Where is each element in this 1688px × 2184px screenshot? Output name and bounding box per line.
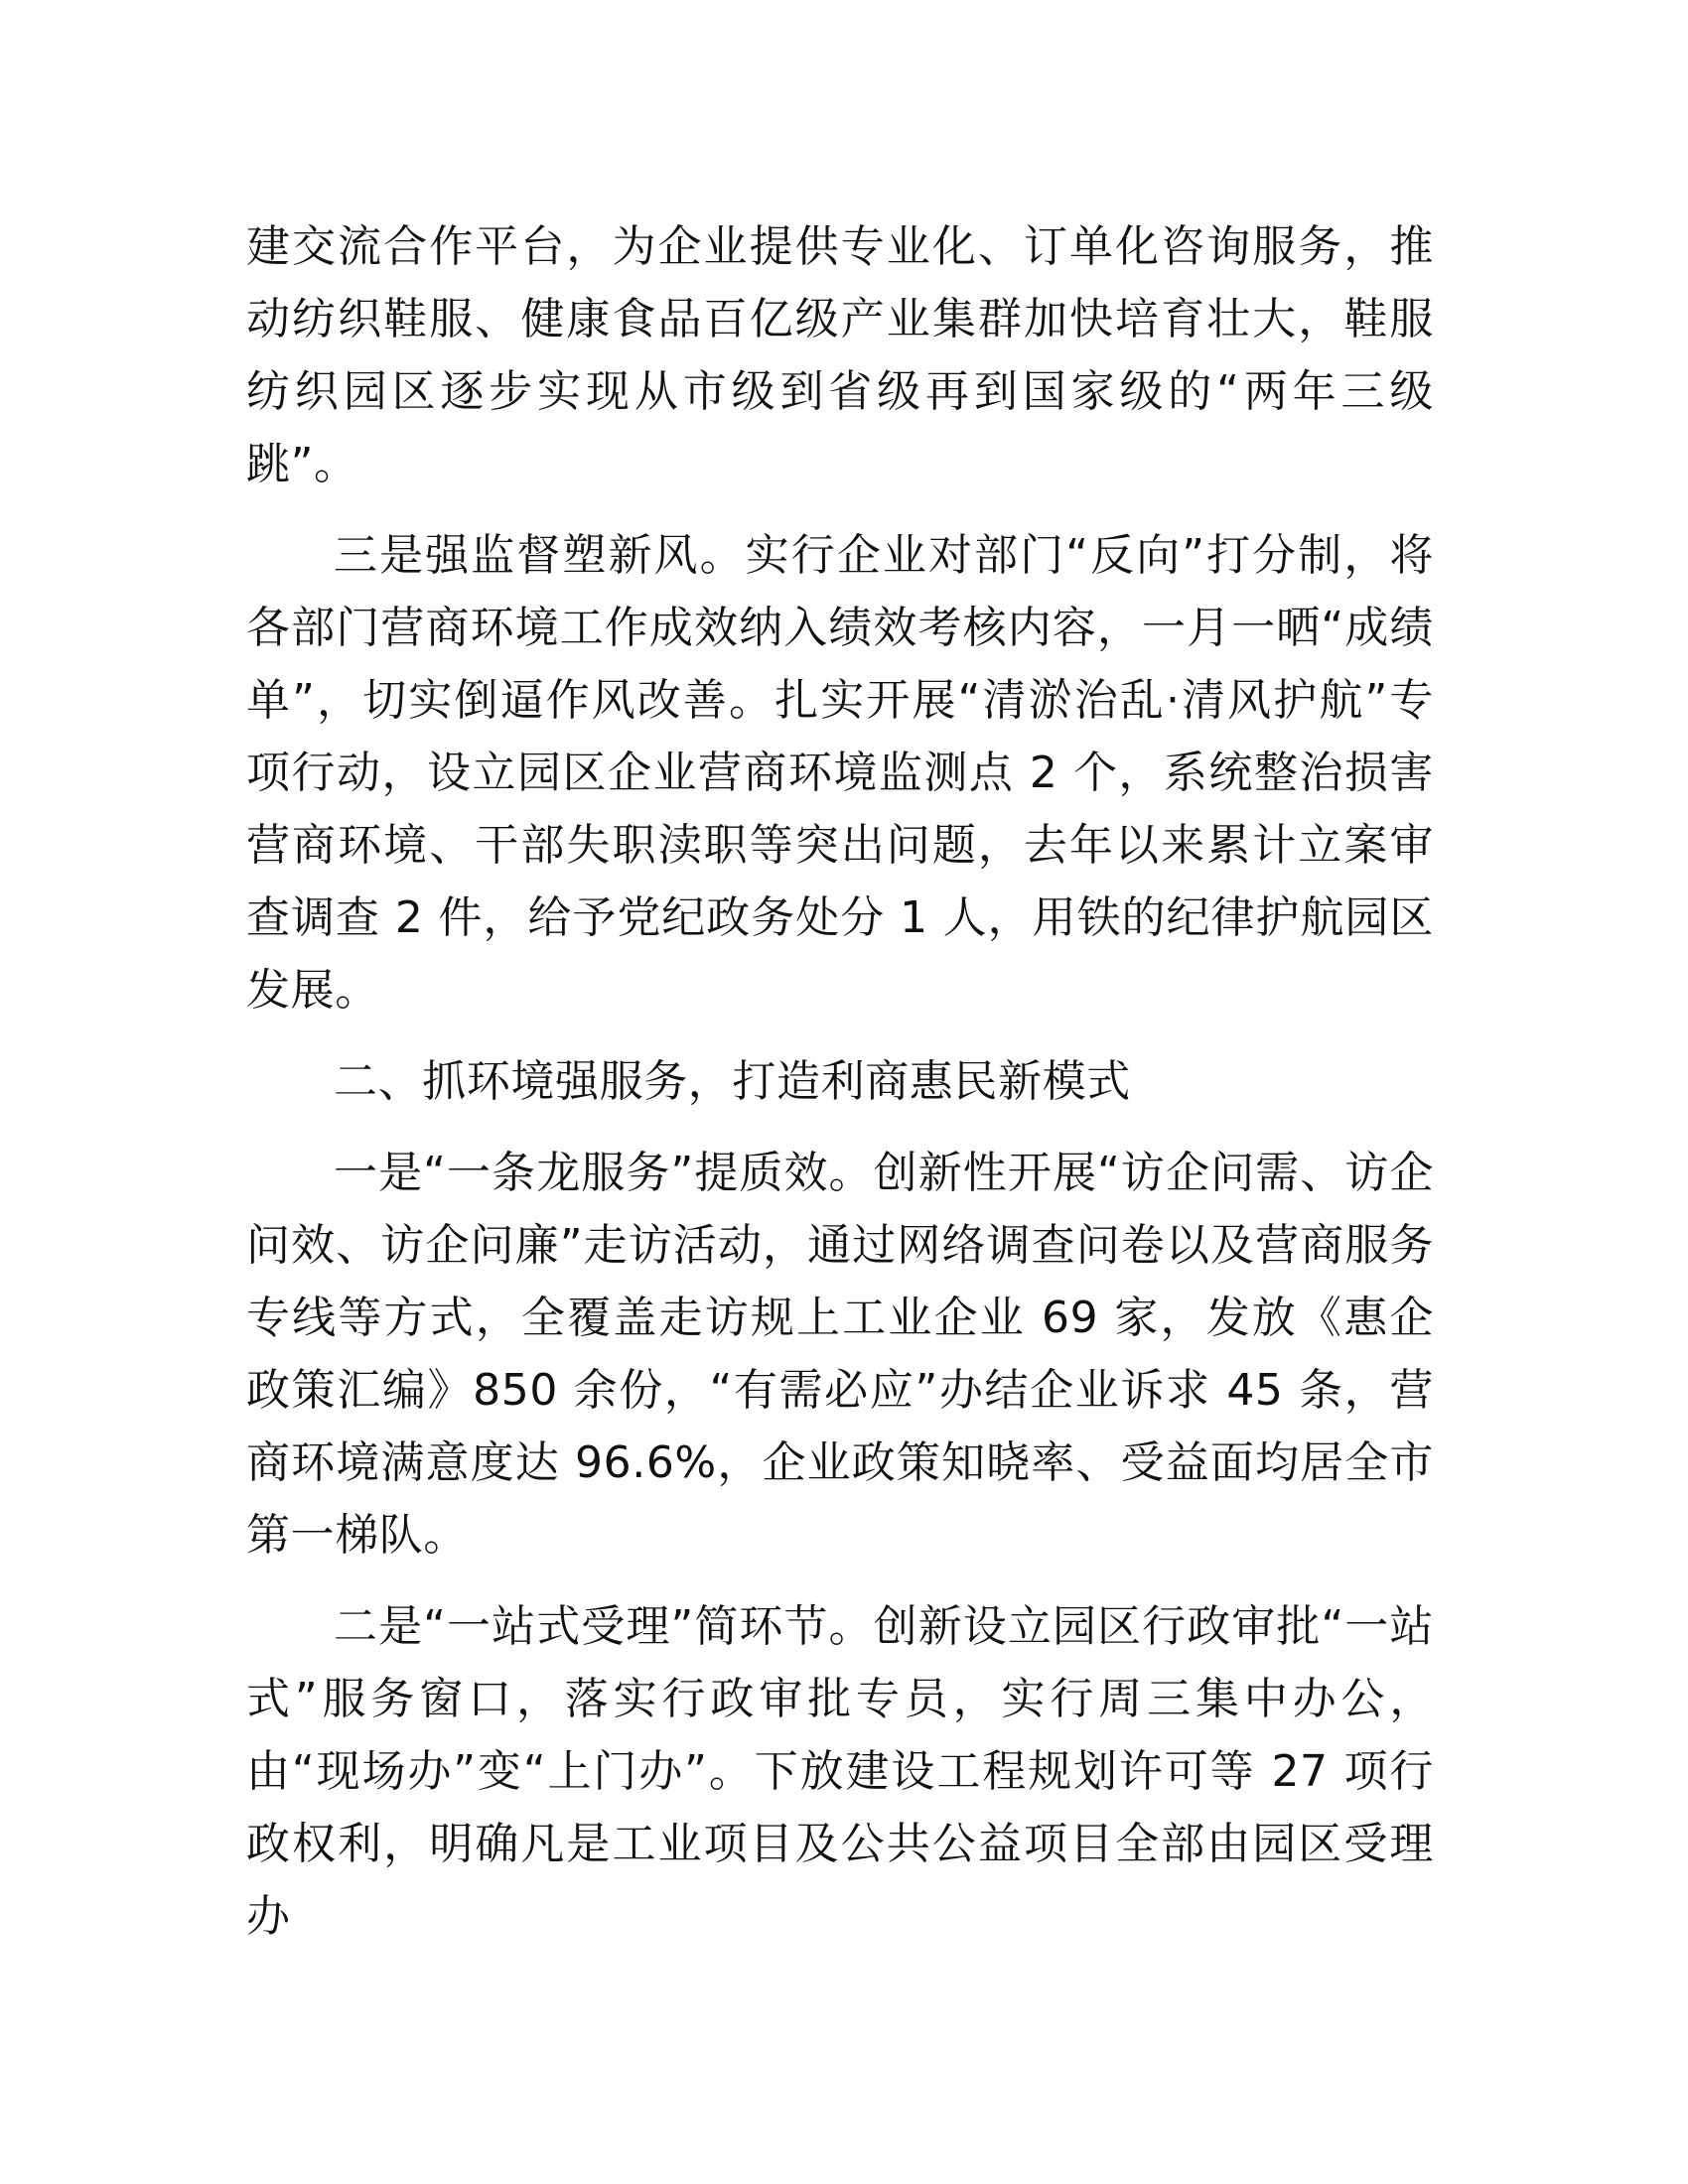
document-body: [246, 210, 1434, 1972]
paragraph-supervision: 三是强监督塑新风。实行企业对部门“反向”打分制，将各部门营商环境工作成效纳入绩效考核内容，一月一晒“成绩单”，切实倒逼作风改善。扎实开展“清淤治乱·清风护航”专项行动，设立园区企业营商环境监测点 2 个，系统整治损害营商环境、干部失职渎职等突出问题，去年以来累计立案审查调查 2 件，给予党纪政务处分 1 人，用铁的纪律护航园区发展。: [246, 530, 1434, 1016]
paragraph-one-stop-dragon-service: 一是“一条龙服务”提质效。创新性开展“访企问需、访企问效、访企问廉”走访活动，通过网络调查问卷以及营商服务专线等方式，全覆盖走访规上工业企业 69 家，发放《惠企政策汇编》850 余份，“有需必应”办结企业诉求 45 条，营商环境满意度达 96.6%，企业政策知晓率、受益面均居全市第一梯队。: [246, 1148, 1434, 1561]
paragraph-continuation: 建交流合作平台，为企业提供专业化、订单化咨询服务，推动纺织鞋服、健康食品百亿级产业集群加快培育壮大，鞋服纺织园区逐步实现从市级到省级再到国家级的“两年三级跳”。: [246, 221, 1434, 489]
section-heading: 二、抓环境强服务，打造利商惠民新模式: [334, 1056, 1131, 1107]
paragraph-one-stop-acceptance: 二是“一站式受理”简环节。创新设立园区行政审批“一站式”服务窗口，落实行政审批专员，实行周三集中办公，由“现场办”变“上门办”。下放建设工程规划许可等 27 项行政权利，明确凡是工业项目及公共公益项目全部由园区受理办: [246, 1601, 1434, 1942]
